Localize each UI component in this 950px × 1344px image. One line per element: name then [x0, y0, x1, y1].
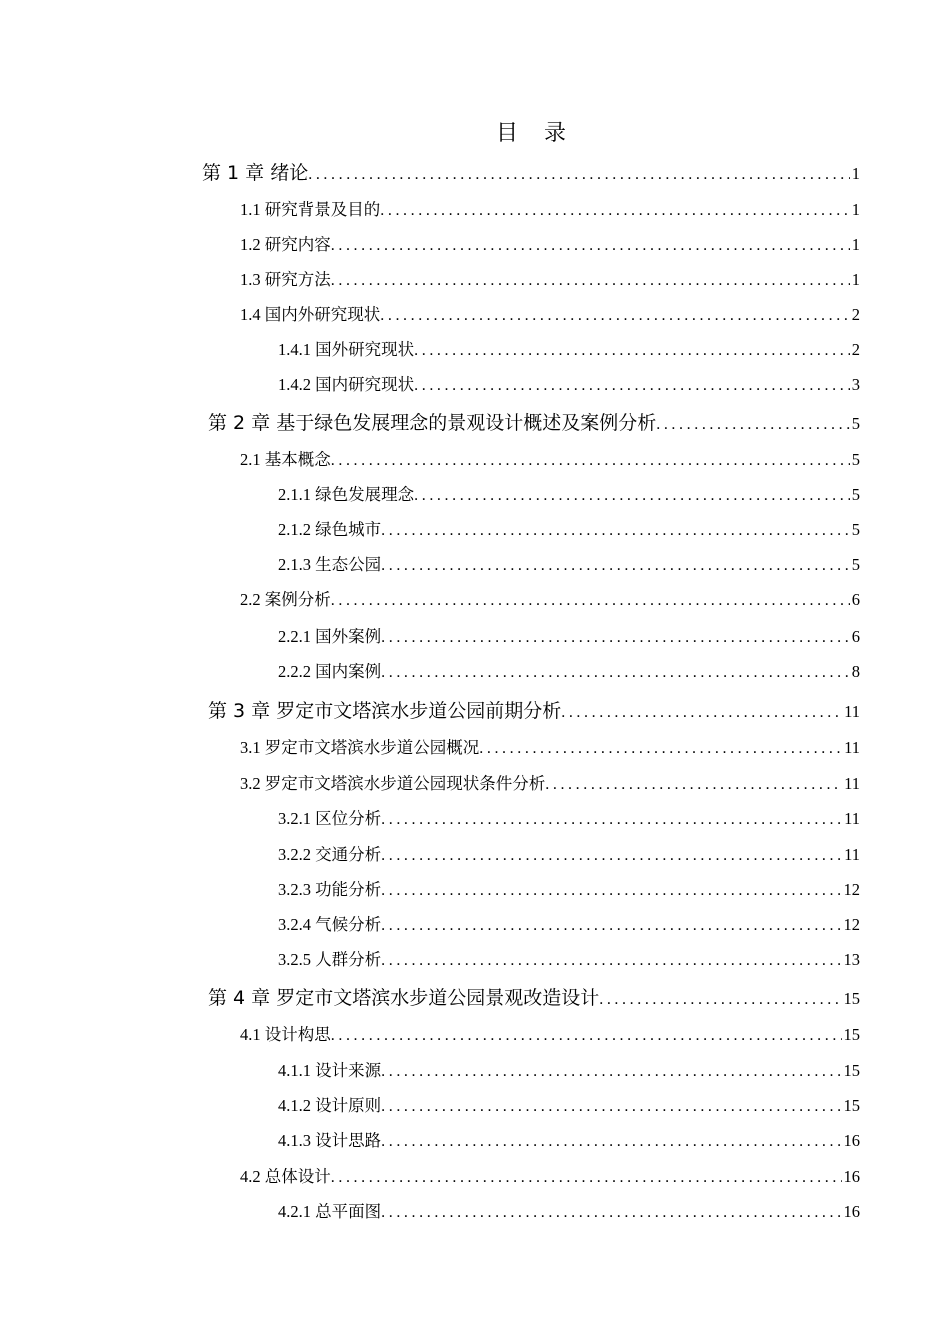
- toc-entry[interactable]: [278, 1127, 860, 1151]
- toc-leader-dots: [381, 882, 841, 900]
- toc-entry[interactable]: [278, 623, 860, 647]
- toc-entry[interactable]: [240, 231, 860, 255]
- toc-entry[interactable]: [240, 301, 860, 325]
- toc-entry-page-number: 1: [851, 235, 860, 254]
- toc-leader-dots: [331, 237, 850, 255]
- toc-entry[interactable]: [240, 1163, 860, 1187]
- toc-entry-page-number: 2: [851, 305, 860, 324]
- toc-leader-dots: [331, 1027, 842, 1045]
- toc-leader-dots: [381, 664, 850, 682]
- toc-entry[interactable]: [240, 446, 860, 470]
- toc-entry-label: 第 2 章 基于绿色发展理念的景观设计概述及案例分析: [208, 412, 657, 434]
- toc-entry-label: 2.2.2 国内案例: [278, 662, 382, 681]
- toc-leader-dots: [656, 416, 850, 434]
- toc-entry-page-number: 11: [844, 702, 860, 721]
- toc-leader-dots: [380, 202, 850, 220]
- toc-entry[interactable]: [278, 551, 860, 575]
- toc-entry-label: 4.1 设计构思: [240, 1025, 331, 1044]
- toc-leader-dots: [545, 776, 842, 794]
- toc-entry-label: 1.3 研究方法: [240, 270, 331, 289]
- toc-entry-label: 4.1.2 设计原则: [278, 1096, 382, 1115]
- toc-entry[interactable]: [278, 805, 860, 829]
- toc-leader-dots: [381, 1098, 841, 1116]
- toc-entry-page-number: 5: [851, 520, 860, 539]
- toc-leader-dots: [331, 1169, 842, 1187]
- toc-entry-page-number: 5: [851, 555, 860, 574]
- toc-leader-dots: [381, 1204, 841, 1222]
- toc-entry-label: 2.1.3 生态公园: [278, 555, 382, 574]
- toc-entry[interactable]: [202, 158, 860, 185]
- toc-entry-label: 2.1.2 绿色城市: [278, 520, 382, 539]
- toc-leader-dots: [380, 307, 850, 325]
- toc-entry[interactable]: [240, 1021, 860, 1045]
- toc-entry-label: 2.2 案例分析: [240, 590, 331, 609]
- toc-entry[interactable]: [278, 516, 860, 540]
- toc-leader-dots: [414, 342, 850, 360]
- toc-entry[interactable]: [240, 770, 860, 794]
- toc-entry-page-number: 15: [843, 1061, 860, 1080]
- toc-entry[interactable]: [278, 336, 860, 360]
- toc-entry[interactable]: [240, 734, 860, 758]
- toc-leader-dots: [599, 991, 841, 1009]
- toc-entry[interactable]: [240, 586, 860, 610]
- toc-entry-label: 4.1.1 设计来源: [278, 1061, 382, 1080]
- toc-entry-label: 2.1 基本概念: [240, 450, 331, 469]
- toc-entry[interactable]: [208, 696, 860, 723]
- toc-leader-dots: [381, 1063, 841, 1081]
- toc-entry-label: 2.1.1 绿色发展理念: [278, 485, 415, 504]
- toc-entry[interactable]: [278, 481, 860, 505]
- toc-leader-dots: [381, 1133, 841, 1151]
- toc-entry-page-number: 12: [843, 880, 860, 899]
- title-char-left: 目: [495, 121, 518, 146]
- toc-entry-page-number: 12: [843, 915, 860, 934]
- toc-leader-dots: [308, 166, 850, 184]
- toc-leader-dots: [381, 847, 842, 865]
- toc-entry-page-number: 5: [851, 485, 860, 504]
- toc-entry-page-number: 6: [851, 590, 860, 609]
- toc-entry-label: 1.2 研究内容: [240, 235, 331, 254]
- toc-entry-page-number: 1: [851, 200, 860, 219]
- toc-entry-label: 1.4.1 国外研究现状: [278, 340, 415, 359]
- toc-entry-page-number: 15: [843, 1025, 860, 1044]
- toc-leader-dots: [381, 952, 841, 970]
- toc-leader-dots: [381, 629, 850, 647]
- toc-entry-label: 3.2.1 区位分析: [278, 809, 382, 828]
- toc-entry-page-number: 11: [844, 738, 860, 757]
- toc-entry-label: 3.2 罗定市文塔滨水步道公园现状条件分析: [240, 774, 546, 793]
- toc-entry[interactable]: [278, 1092, 860, 1116]
- toc-entry-label: 3.2.5 人群分析: [278, 950, 382, 969]
- toc-entry[interactable]: [278, 876, 860, 900]
- toc-entry-page-number: 11: [844, 845, 860, 864]
- toc-leader-dots: [381, 811, 842, 829]
- toc-entry-page-number: 11: [844, 809, 860, 828]
- toc-entry-page-number: 1: [851, 270, 860, 289]
- toc-entry-label: 3.1 罗定市文塔滨水步道公园概况: [240, 738, 480, 757]
- toc-entry[interactable]: [278, 371, 860, 395]
- toc-entry-page-number: 13: [843, 950, 860, 969]
- toc-entry[interactable]: [278, 946, 860, 970]
- toc-entry-label: 1.4 国内外研究现状: [240, 305, 381, 324]
- toc-entry[interactable]: [208, 983, 860, 1010]
- toc-entry-page-number: 15: [843, 989, 860, 1008]
- toc-entry-page-number: 15: [843, 1096, 860, 1115]
- toc-entry-page-number: 16: [843, 1167, 860, 1186]
- toc-leader-dots: [414, 377, 850, 395]
- title-char-right: 录: [544, 121, 567, 146]
- toc-entry-page-number: 5: [851, 450, 860, 469]
- toc-entry[interactable]: [208, 408, 860, 435]
- toc-entry[interactable]: [240, 196, 860, 220]
- toc-leader-dots: [331, 592, 850, 610]
- toc-entry-label: 2.2.1 国外案例: [278, 627, 382, 646]
- toc-entry[interactable]: [278, 911, 860, 935]
- toc-entry-label: 3.2.4 气候分析: [278, 915, 382, 934]
- toc-entry-page-number: 2: [851, 340, 860, 359]
- toc-leader-dots: [381, 522, 850, 540]
- toc-entry-label: 4.2 总体设计: [240, 1167, 331, 1186]
- toc-entry-label: 4.2.1 总平面图: [278, 1202, 382, 1221]
- toc-leader-dots: [381, 557, 850, 575]
- toc-entry-page-number: 1: [851, 164, 860, 183]
- toc-entry-page-number: 5: [851, 414, 860, 433]
- toc-entry[interactable]: [278, 1057, 860, 1081]
- toc-entry[interactable]: [278, 658, 860, 682]
- toc-entry-label: 1.1 研究背景及目的: [240, 200, 381, 219]
- toc-entry[interactable]: [240, 266, 860, 290]
- toc-entry[interactable]: [278, 1198, 860, 1222]
- toc-entry-label: 第 4 章 罗定市文塔滨水步道公园景观改造设计: [208, 987, 600, 1009]
- toc-leader-dots: [331, 272, 850, 290]
- toc-entry-page-number: 3: [851, 375, 860, 394]
- toc-leader-dots: [414, 487, 850, 505]
- toc-entry-label: 3.2.2 交通分析: [278, 845, 382, 864]
- toc-leader-dots: [381, 917, 841, 935]
- toc-leader-dots: [561, 704, 842, 722]
- toc-leader-dots: [479, 740, 842, 758]
- toc-leader-dots: [331, 452, 850, 470]
- toc-entry-page-number: 8: [851, 662, 860, 681]
- toc-entry-label: 第 1 章 绪论: [202, 162, 309, 184]
- toc-entry-label: 1.4.2 国内研究现状: [278, 375, 415, 394]
- toc-entry-page-number: 6: [851, 627, 860, 646]
- toc-entry-label: 3.2.3 功能分析: [278, 880, 382, 899]
- toc-entry-page-number: 16: [843, 1131, 860, 1150]
- toc-entry[interactable]: [278, 841, 860, 865]
- toc-entry-label: 第 3 章 罗定市文塔滨水步道公园前期分析: [208, 700, 562, 722]
- toc-entry-label: 4.1.3 设计思路: [278, 1131, 382, 1150]
- toc-entry-page-number: 16: [843, 1202, 860, 1221]
- page-title: [0, 116, 950, 147]
- toc-entry-page-number: 11: [844, 774, 860, 793]
